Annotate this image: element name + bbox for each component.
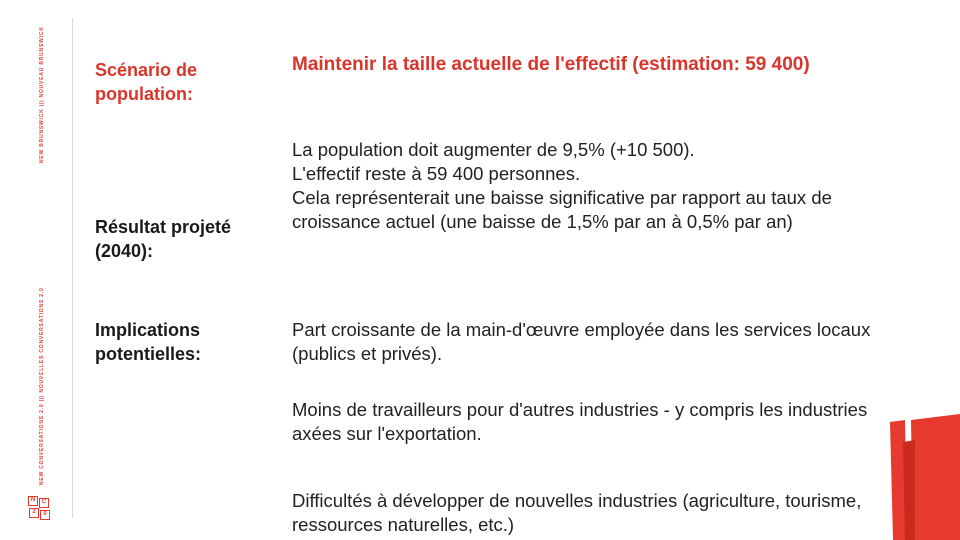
result-label: Résultat projeté (2040):: [95, 217, 232, 261]
deco-shape: [903, 440, 915, 540]
implication-item: Part croissante de la main-d'œuvre employée dans les services locaux (publics et privés).: [292, 319, 871, 364]
result-line: L'effectif reste à 59 400 personnes.: [292, 163, 581, 184]
deco-shape: [911, 414, 960, 540]
nc20-logo: N C 2 0: [28, 496, 50, 522]
implication-item: Difficultés à développer de nouvelles industries (agriculture, tourisme, ressources naturelles, etc.): [292, 490, 862, 535]
brand-vertical-text-middle: NEW CONVERSATIONS 2.0 ||| NOUVELLES CONVERSATIONS 2.0: [39, 287, 45, 485]
result-text: [292, 138, 902, 234]
decorative-red-shapes: [885, 412, 960, 540]
result-line: Cela représenterait une baisse significative par rapport au taux de croissance actuel (une baisse de 1,5% par an à 0,5% par an): [292, 187, 832, 232]
divider-line: [72, 18, 73, 518]
scenario-value: Maintenir la taille actuelle de l'effectif (estimation: 59 400): [292, 54, 810, 75]
implications-label: Implications potentielles:: [95, 320, 202, 364]
result-line: La population doit augmenter de 9,5% (+10 500).: [292, 139, 695, 160]
scenario-label: Scénario de population:: [95, 60, 198, 104]
implication-item: Moins de travailleurs pour d'autres industries - y compris les industries axées sur l'exportation.: [292, 399, 868, 444]
brand-vertical-text-top: NEW BRUNSWICK ||| NOUVEAU BRUNSWICK: [39, 26, 45, 163]
